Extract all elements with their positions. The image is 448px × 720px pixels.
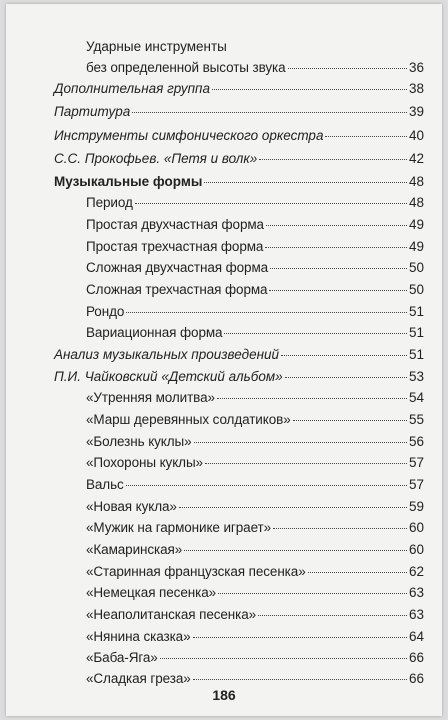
- dot-leader: [288, 68, 407, 69]
- toc-entry-title: «Баба-Яга»: [86, 650, 158, 665]
- dot-leader: [259, 159, 407, 160]
- toc-entry-title: Простая двухчастная форма: [86, 217, 264, 232]
- toc-entry-title: «Сладкая греза»: [86, 671, 191, 686]
- toc-entry: [54, 369, 424, 385]
- dot-leader: [218, 593, 407, 594]
- toc-entry-title: Партитура: [54, 104, 131, 119]
- toc-entry-page: 42: [408, 151, 424, 166]
- dot-leader: [126, 312, 407, 313]
- dot-leader: [270, 268, 407, 269]
- toc-entry: [86, 499, 424, 515]
- toc-entry: [86, 671, 424, 687]
- toc-entry-page: 62: [408, 564, 424, 579]
- toc-entry-title: С.С. Прокофьев. «Петя и волк»: [54, 151, 258, 166]
- dot-leader: [281, 355, 407, 356]
- toc-entry-page: 36: [408, 60, 424, 75]
- toc-entry-title: без определенной высоты звука: [86, 60, 286, 75]
- toc-entry: [86, 217, 424, 233]
- toc-entry: [86, 585, 424, 601]
- toc-entry-title: «Новая кукла»: [86, 499, 177, 514]
- toc-entry-title: Музыкальные формы: [54, 174, 203, 189]
- toc-entry-page: 60: [408, 542, 424, 557]
- toc-entry: [86, 412, 424, 428]
- dot-leader: [135, 203, 407, 204]
- dot-leader: [193, 637, 407, 638]
- toc-entry-page: 57: [408, 455, 424, 470]
- toc-entry-page: 49: [408, 239, 424, 254]
- dot-leader: [204, 182, 407, 183]
- dot-leader: [266, 225, 407, 226]
- toc-entry: [86, 629, 424, 645]
- toc-entry-page: 51: [408, 304, 424, 319]
- dot-leader: [193, 679, 407, 680]
- toc-entry-page: 48: [408, 195, 424, 210]
- dot-leader: [160, 658, 407, 659]
- toc-entry-page: 51: [408, 325, 424, 340]
- toc-entry: [86, 477, 424, 493]
- toc-entry-page: 55: [408, 412, 424, 427]
- toc-entry: [54, 104, 424, 120]
- dot-leader: [269, 290, 407, 291]
- page-number: 186: [212, 687, 236, 703]
- toc-entry-title: Анализ музыкальных произведений: [54, 347, 280, 362]
- toc-entry-page: 63: [408, 607, 424, 622]
- toc-entry: [86, 542, 424, 558]
- toc-entry: [86, 390, 424, 406]
- toc-entry: [86, 60, 424, 76]
- toc-entry-title: «Мужик на гармонике играет»: [86, 520, 272, 535]
- toc-entry-page: 53: [408, 369, 424, 384]
- toc-entry-page: 38: [408, 81, 424, 96]
- toc-entry: [86, 195, 424, 211]
- toc-entry-title: Простая трехчастная форма: [86, 239, 264, 254]
- toc-entry-title: Сложная двухчастная форма: [86, 260, 269, 275]
- toc-entry-page: 54: [408, 390, 424, 405]
- toc-entry-title: «Нянина сказка»: [86, 629, 191, 644]
- toc-entry-page: 63: [408, 585, 424, 600]
- dot-leader: [325, 136, 407, 137]
- toc-entry-page: 66: [408, 650, 424, 665]
- toc-entry: [86, 304, 424, 320]
- toc-entry-page: 48: [408, 174, 424, 189]
- toc-entry-page: 50: [408, 282, 424, 297]
- dot-leader: [205, 463, 407, 464]
- toc-entry: [54, 81, 424, 97]
- toc-entry: [86, 520, 424, 536]
- toc-entry: [86, 650, 424, 666]
- toc-entry-page: 56: [408, 434, 424, 449]
- dot-leader: [273, 528, 407, 529]
- dot-leader: [184, 550, 407, 551]
- toc-entry-title: «Болезнь куклы»: [86, 434, 192, 449]
- toc-entry-title: Инструменты симфонического оркестра: [54, 128, 324, 143]
- toc-entry: [86, 325, 424, 341]
- dot-leader: [194, 442, 407, 443]
- dot-leader: [285, 377, 407, 378]
- toc-entry-title: «Неаполитанская песенка»: [86, 607, 257, 622]
- toc-entry-title: «Старинная французская песенка»: [86, 564, 306, 579]
- toc-entry-title: «Утренняя молитва»: [86, 390, 215, 405]
- toc-entry: [86, 260, 424, 276]
- toc-entry-title: Рондо: [86, 304, 125, 319]
- toc-entry: [86, 239, 424, 255]
- toc-entry-page: 57: [408, 477, 424, 492]
- dot-leader: [308, 572, 407, 573]
- toc-entry: [54, 347, 424, 363]
- dot-leader: [258, 615, 407, 616]
- dot-leader: [217, 398, 407, 399]
- dot-leader: [212, 89, 407, 90]
- toc-entry-page: 40: [408, 128, 424, 143]
- toc-entry: [86, 282, 424, 298]
- toc-entry: [54, 174, 424, 190]
- toc-entry-page: 39: [408, 104, 424, 119]
- toc-entry-page: 50: [408, 260, 424, 275]
- toc-entry-title: Вальс: [86, 477, 124, 492]
- dot-leader: [179, 507, 407, 508]
- toc-entry-title: Дополнительная группа: [54, 81, 210, 96]
- toc-entry-page: 51: [408, 347, 424, 362]
- toc-entry-title: «Немецкая песенка»: [86, 585, 217, 600]
- toc-entry-title: Сложная трехчастная форма: [86, 282, 268, 297]
- toc-entry-title: П.И. Чайковский «Детский альбом»: [54, 369, 283, 384]
- toc-entry-page: 64: [408, 629, 424, 644]
- toc-entry-title: «Похороны куклы»: [86, 455, 203, 470]
- dot-leader: [224, 333, 407, 334]
- toc-entry: [86, 607, 424, 623]
- dot-leader: [126, 485, 407, 486]
- toc-entry-title: Период: [86, 195, 133, 210]
- toc-entry: [86, 455, 424, 471]
- toc-entry: [54, 128, 424, 144]
- toc-entry-page: 49: [408, 217, 424, 232]
- dot-leader: [293, 420, 407, 421]
- toc-entry-title: «Марш деревянных солдатиков»: [86, 412, 291, 427]
- toc-entry: [54, 151, 424, 167]
- toc-entry: [86, 564, 424, 580]
- dot-leader: [265, 247, 407, 248]
- toc-entry-line: Ударные инструменты: [86, 39, 227, 54]
- dot-leader: [132, 112, 407, 113]
- toc-entry-title: «Камаринская»: [86, 542, 183, 557]
- toc-entry-title: Вариационная форма: [86, 325, 223, 340]
- toc-entry-page: 60: [408, 520, 424, 535]
- toc-entry-page: 59: [408, 499, 424, 514]
- toc-entry: [86, 434, 424, 450]
- book-page: [6, 4, 442, 716]
- toc-entry-page: 66: [408, 671, 424, 686]
